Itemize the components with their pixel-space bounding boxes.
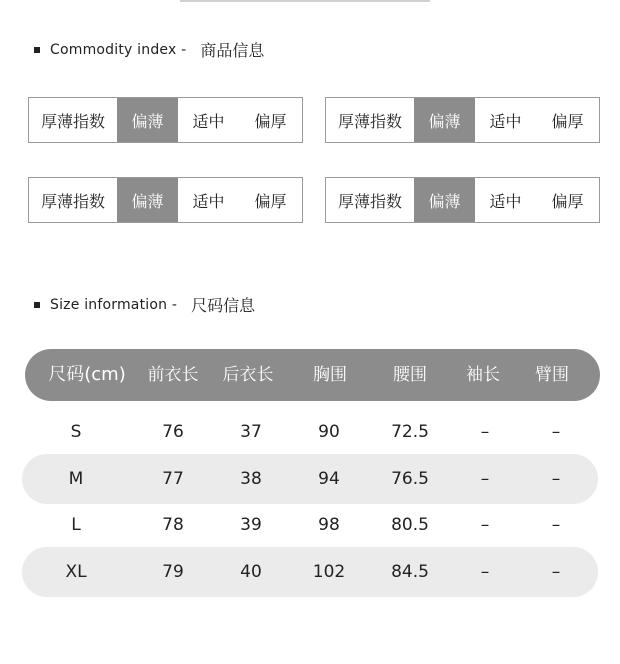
option-thick: 偏厚 [551, 111, 584, 131]
cell-sleeve: – [480, 515, 490, 535]
size-table-header [25, 349, 600, 401]
table-row [22, 407, 598, 457]
cell-front-length: 78 [162, 515, 184, 535]
cell-front-length: 77 [162, 469, 184, 489]
table-row [22, 547, 598, 597]
cell-chest: 90 [318, 422, 340, 442]
cell-chest: 98 [318, 515, 340, 535]
thickness-index-box [325, 177, 600, 223]
cell-waist: 72.5 [391, 422, 429, 442]
thickness-label: 厚薄指数 [337, 111, 402, 131]
cell-waist: 76.5 [391, 469, 429, 489]
square-bullet-icon [34, 47, 40, 53]
cell-back-length: 40 [240, 562, 262, 582]
cell-back-length: 37 [240, 422, 262, 442]
square-bullet-icon [34, 302, 40, 308]
cell-back-length: 39 [240, 515, 262, 535]
size-information-heading [34, 293, 255, 316]
cell-back-length: 38 [240, 469, 262, 489]
header-back-length: 后衣长 [222, 365, 274, 385]
commodity-title-zh: 商品信息 [200, 41, 265, 60]
cell-sleeve: – [480, 422, 490, 442]
header-chest: 胸围 [313, 365, 347, 385]
cell-sleeve: – [480, 562, 490, 582]
header-waist: 腰围 [393, 365, 427, 385]
option-thin-selected: 偏薄 [414, 178, 475, 222]
option-medium: 适中 [489, 191, 522, 211]
cell-waist: 80.5 [391, 515, 429, 535]
top-divider [180, 0, 430, 2]
option-medium: 适中 [192, 191, 225, 211]
thickness-label: 厚薄指数 [40, 111, 105, 131]
header-size: 尺码(cm) [48, 364, 126, 385]
option-thick: 偏厚 [254, 191, 287, 211]
thickness-index-box [325, 97, 600, 143]
thickness-index-box [28, 177, 303, 223]
table-row [22, 454, 598, 504]
size-title-en: Size information - [50, 296, 178, 313]
size-title-zh: 尺码信息 [191, 296, 256, 315]
cell-arm: – [551, 562, 561, 582]
cell-size: L [71, 515, 81, 535]
option-medium: 适中 [192, 111, 225, 131]
cell-arm: – [551, 469, 561, 489]
header-sleeve: 袖长 [466, 365, 500, 385]
option-thin-selected: 偏薄 [117, 178, 178, 222]
table-row [22, 500, 598, 550]
option-thin-selected: 偏薄 [414, 98, 475, 142]
cell-arm: – [551, 515, 561, 535]
cell-waist: 84.5 [391, 562, 429, 582]
thickness-index-box [28, 97, 303, 143]
cell-sleeve: – [480, 469, 490, 489]
thickness-label: 厚薄指数 [40, 191, 105, 211]
header-arm: 臂围 [535, 365, 569, 385]
option-medium: 适中 [489, 111, 522, 131]
cell-front-length: 76 [162, 422, 184, 442]
cell-size: S [70, 422, 82, 442]
cell-size: XL [65, 562, 87, 582]
thickness-label: 厚薄指数 [337, 191, 402, 211]
cell-chest: 102 [312, 562, 346, 582]
option-thick: 偏厚 [551, 191, 584, 211]
commodity-title-en: Commodity index - [50, 41, 187, 58]
header-front-length: 前衣长 [147, 365, 199, 385]
cell-arm: – [551, 422, 561, 442]
commodity-index-heading [34, 38, 264, 61]
cell-front-length: 79 [162, 562, 184, 582]
option-thick: 偏厚 [254, 111, 287, 131]
cell-size: M [68, 469, 84, 489]
option-thin-selected: 偏薄 [117, 98, 178, 142]
cell-chest: 94 [318, 469, 340, 489]
